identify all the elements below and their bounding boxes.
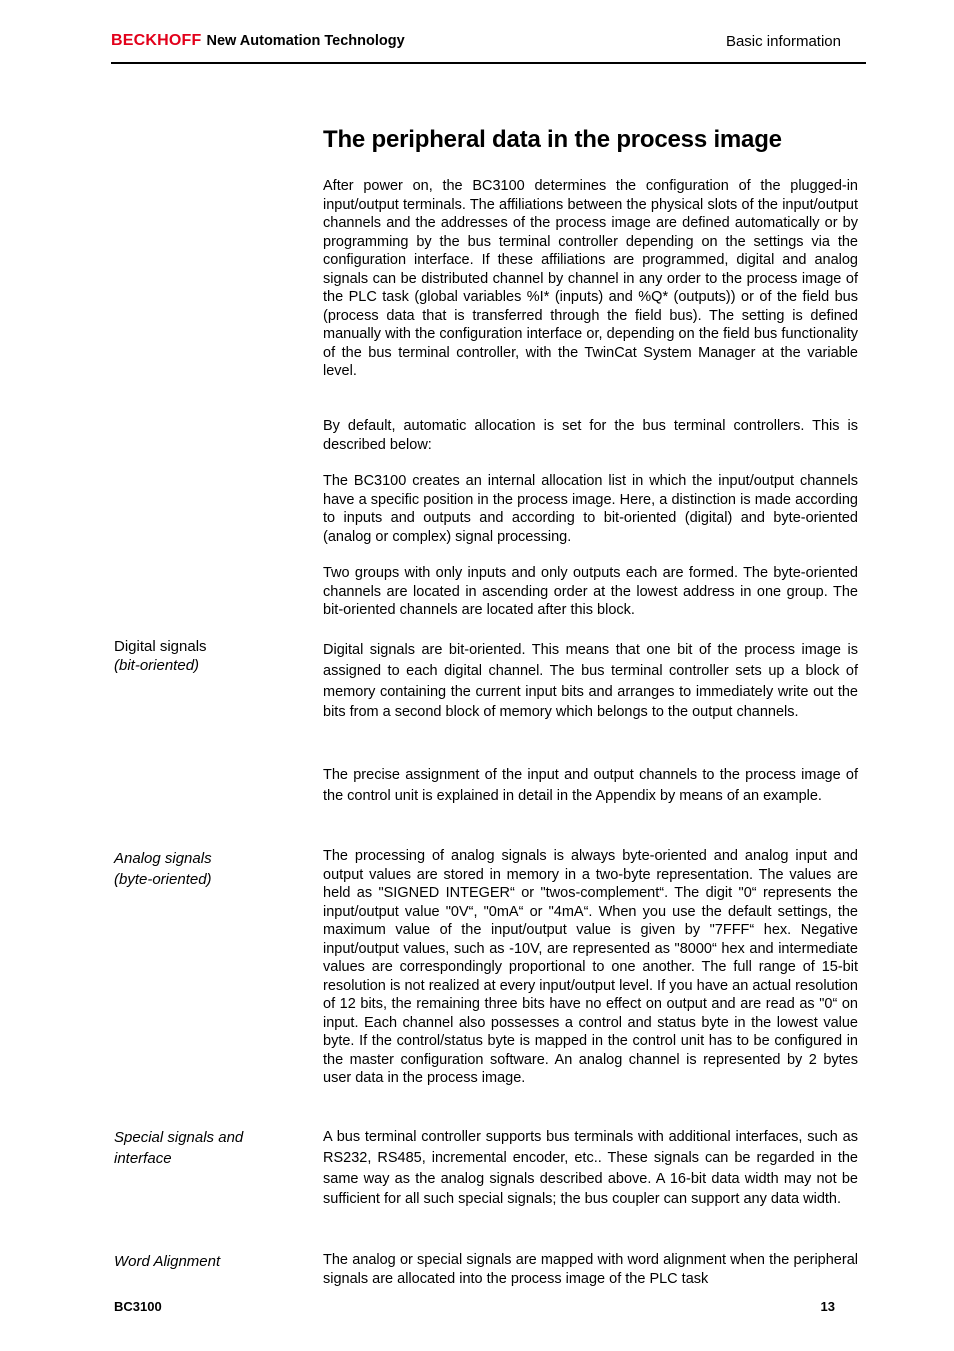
margin-label-digital bbox=[114, 638, 304, 675]
brand-name: BECKHOFF bbox=[111, 32, 202, 49]
paragraph-allocation-list: The BC3100 creates an internal allocation list in which the input/output channels have a specific position in the process image. Here, a distinction is made according to inputs and outputs and according to bit-oriented (digital) and byte-oriented (analog or complex) signal processing. bbox=[323, 473, 858, 545]
paragraph-groups: Two groups with only inputs and only outputs each are formed. The byte-oriented channels are located in ascending order at the lowest address in one group. The bit-oriented channels are located after this block. bbox=[323, 565, 858, 618]
section-title: Basic information bbox=[725, 33, 841, 50]
analog-label-title: Analog signals bbox=[114, 850, 212, 867]
brand-logo bbox=[111, 32, 405, 50]
digital-label-title: Digital signals bbox=[114, 638, 207, 655]
footer-page-number: 13 bbox=[820, 1299, 835, 1314]
paragraph-analog-signals: The processing of analog signals is always byte-oriented and analog input and output values are stored in memory in a two-byte representation. The values are held as "SIGNED INTEGER“ or "twos-complement“. The digit "0“ represents the input/output value "0V“, "0mA“ or "4mA“. When you use the default settings, the maximum value of the input/output value is given by "7FFF“ hex. Negative input/output values, such as -10V, are represented as "8000“ hex and intermediate values are correspondingly proportional to one another. The full range of 15-bit resolution is not realized at every input/output level. If you have an actual resolution of 12 bits, the remaining three bits have no effect on output and are read as "0“ on input. Each channel also possesses a control and status byte in the lowest value byte. If the control/status byte is mapped in the control unit has to be configured in the master configuration software. An analog channel is represented by 2 bytes user data in the process image. bbox=[323, 848, 858, 1086]
paragraph-intro: After power on, the BC3100 determines the configuration of the plugged-in input/output terminals. The affiliations between the physical slots of the input/output channels and the addresses of the process image are defined automatically or by programming by the bus terminal controller depending on the settings via the configuration interface. If these affiliations are programmed, digital and analog signals can be distributed channel by channel in any order to the process image of the PLC task (global variables %I* (inputs) and %Q* (outputs)) or of the field bus (process data that is transferred through the field bus). The setting is defined manually with the configuration interface or, depending on the field bus functionality of the bus terminal controller, with the TwinCat System Manager at the variable level. bbox=[323, 178, 858, 379]
paragraph-special-signals: A bus terminal controller supports bus terminals with additional interfaces, such as RS232, RS485, incremental encoder, etc.. These signals can be regarded in the same way as the analog signals described above. A 16-bit data width may not be sufficient for all such special signals; the bus coupler can support any data width. bbox=[323, 1129, 858, 1208]
margin-label-analog bbox=[114, 848, 304, 890]
paragraph-word-alignment: The analog or special signals are mapped with word alignment when the peripheral signals are allocated into the process image of the PLC task bbox=[323, 1252, 858, 1287]
paragraph-default-allocation: By default, automatic allocation is set for the bus terminal controllers. This is described below: bbox=[323, 418, 858, 453]
margin-label-word-alignment: Word Alignment bbox=[114, 1253, 221, 1270]
paragraph-assignment: The precise assignment of the input and output channels to the process image of the control unit is explained in detail in the Appendix by means of an example. bbox=[323, 767, 858, 804]
margin-label-special: Special signals and interface bbox=[114, 1129, 244, 1167]
digital-label-subtitle: (bit-oriented) bbox=[114, 656, 200, 674]
page-title: The peripheral data in the process image bbox=[323, 126, 782, 153]
paragraph-digital-signals: Digital signals are bit-oriented. This means that one bit of the process image is assigned to each digital channel. The bus terminal controller sets up a block of memory containing the current input bits and arranges to immediately write out the bits from a second block of memory which belongs to the output channels. bbox=[323, 642, 858, 721]
header-divider bbox=[111, 62, 866, 64]
analog-label-subtitle: (byte-oriented) bbox=[114, 871, 212, 888]
footer-document-id: BC3100 bbox=[114, 1299, 162, 1314]
brand-tagline: New Automation Technology bbox=[206, 33, 405, 49]
